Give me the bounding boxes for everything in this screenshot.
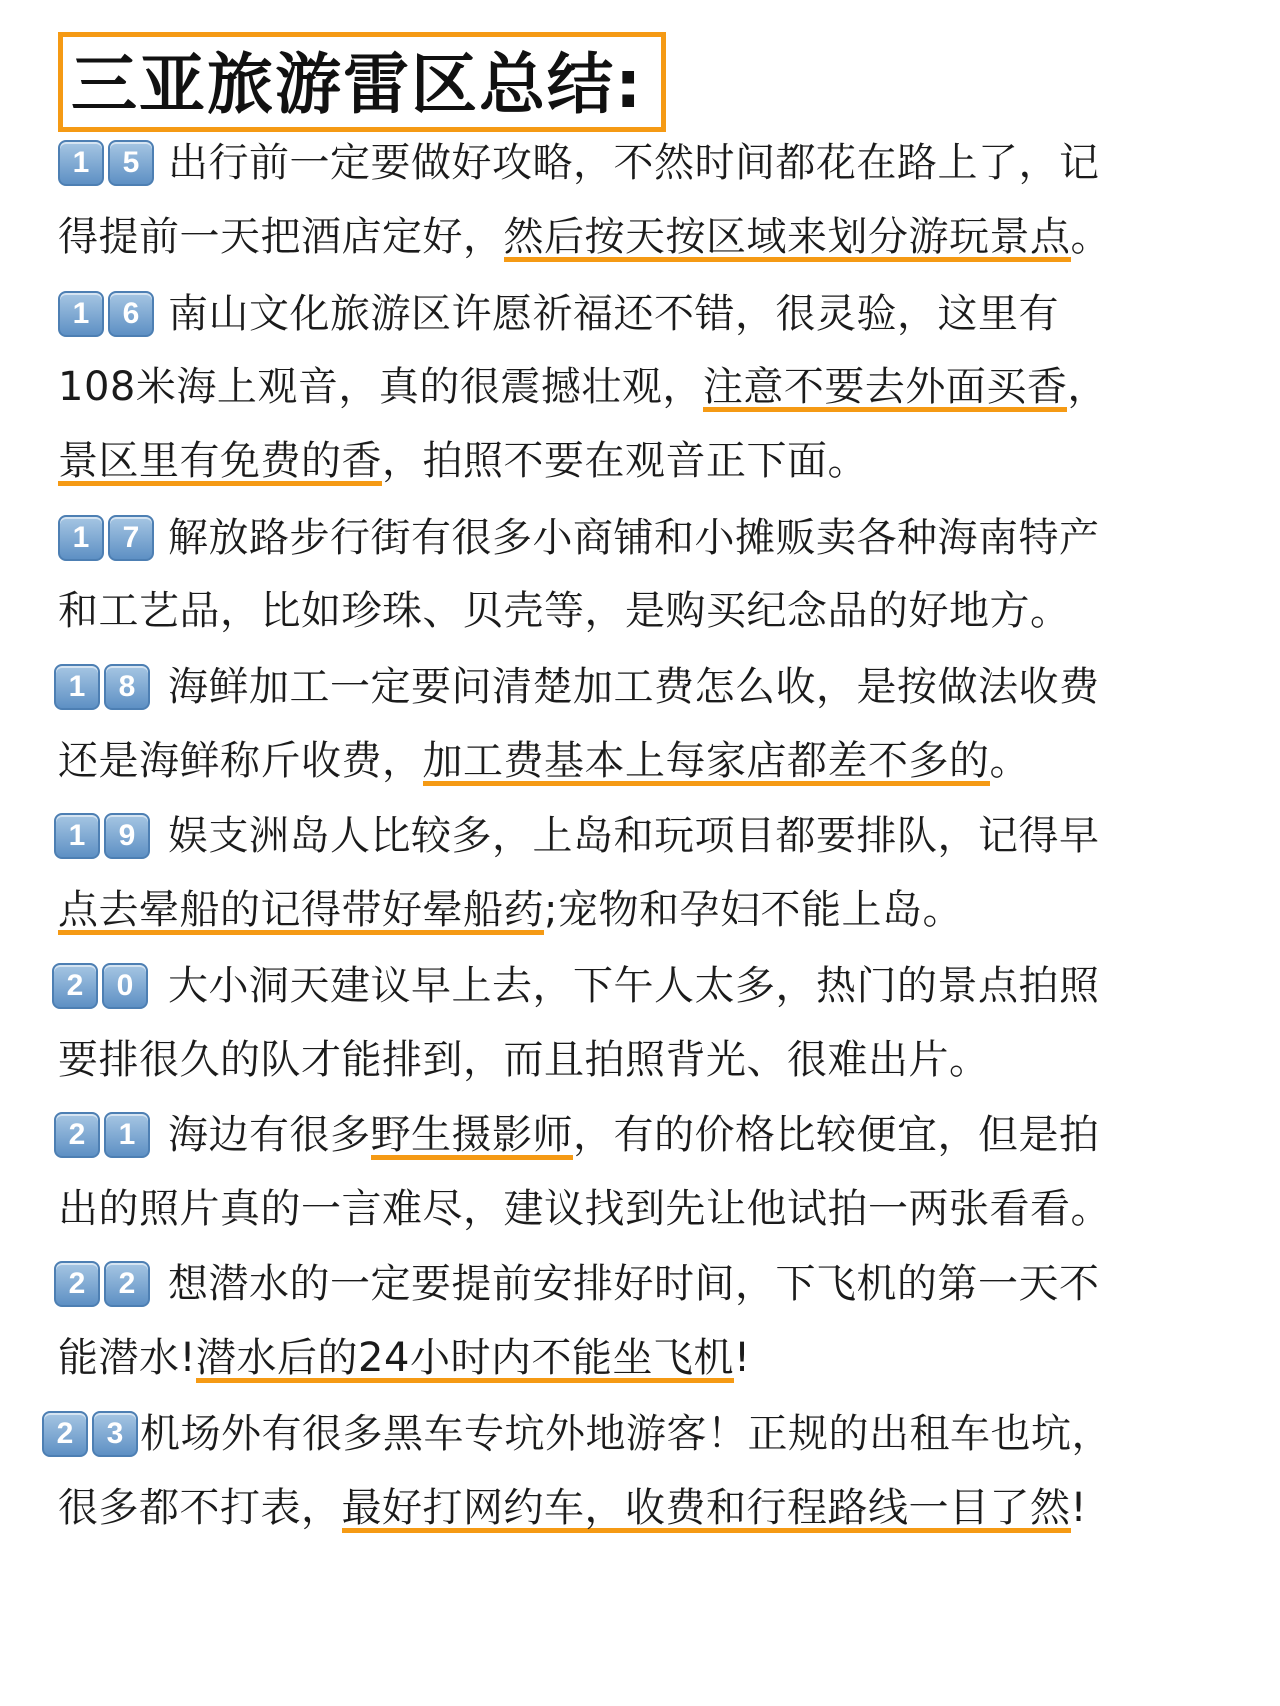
tip-text-line bbox=[168, 646, 1100, 728]
tip-text: 108米海上观音，真的很震撼壮观， bbox=[58, 364, 703, 410]
keycap-digit-icon: 1 bbox=[58, 515, 104, 561]
tip-text-line bbox=[58, 1019, 990, 1101]
keycap-digit-icon: 1 bbox=[54, 664, 100, 710]
number-badge bbox=[54, 1094, 150, 1176]
tip-text: ，拍照不要在观音正下面。 bbox=[382, 438, 868, 484]
number-badge bbox=[52, 945, 148, 1027]
underlined-highlight-text: 然后按天按区域来划分游玩景点 bbox=[503, 214, 1071, 260]
tip-text: 解放路步行街有很多小商铺和小摊贩卖各种海南特产 bbox=[168, 515, 1100, 561]
tip-text: 要排很久的队才能排到，而且拍照背光、很难出片。 bbox=[58, 1037, 990, 1083]
keycap-digit-icon: 7 bbox=[108, 515, 154, 561]
keycap-digit-icon: 2 bbox=[54, 1112, 100, 1158]
keycap-digit-icon: 2 bbox=[104, 1261, 150, 1307]
underlined-highlight-text: 野生摄影师 bbox=[370, 1112, 573, 1158]
tip-text: ;宠物和孕妇不能上岛。 bbox=[544, 887, 963, 933]
tip-text: ，有的价格比较便宜，但是拍 bbox=[573, 1112, 1100, 1158]
keycap-digit-icon: 2 bbox=[52, 963, 98, 1009]
keycap-digit-icon: 2 bbox=[42, 1411, 88, 1457]
keycap-digit-icon: 3 bbox=[92, 1411, 138, 1457]
tip-text: 还是海鲜称斤收费， bbox=[58, 738, 423, 784]
tip-text-line bbox=[58, 196, 1111, 278]
tip-text: 娱支洲岛人比较多，上岛和玩项目都要排队，记得早 bbox=[168, 813, 1100, 859]
number-badge bbox=[54, 1243, 150, 1325]
tip-text: 大小洞天建议早上去，下午人太多，热门的景点拍照 bbox=[168, 963, 1100, 1009]
tip-text-line bbox=[168, 795, 1100, 877]
keycap-digit-icon: 9 bbox=[104, 813, 150, 859]
page-title: 三亚旅游雷区总结: bbox=[71, 46, 644, 123]
number-badge bbox=[58, 497, 154, 579]
underlined-highlight-text: 潜水后的24小时内不能坐飞机 bbox=[196, 1335, 734, 1381]
tip-text-line bbox=[58, 1317, 751, 1399]
tip-text: 和工艺品，比如珍珠、贝壳等，是购买纪念品的好地方。 bbox=[58, 588, 1071, 634]
underlined-highlight-text: 点去晕船的记得带好晕船药 bbox=[58, 887, 544, 933]
tip-text: ， bbox=[1067, 364, 1108, 410]
tip-text: ! bbox=[1070, 1485, 1088, 1531]
keycap-digit-icon: 0 bbox=[102, 963, 148, 1009]
keycap-digit-icon: 1 bbox=[58, 291, 104, 337]
tip-text-line bbox=[168, 1094, 1100, 1176]
tip-text: 出行前一定要做好攻略，不然时间都花在路上了，记 bbox=[168, 140, 1100, 186]
keycap-digit-icon: 1 bbox=[104, 1112, 150, 1158]
tip-text-line bbox=[58, 1168, 1111, 1250]
underlined-highlight-text: 注意不要去外面买香 bbox=[702, 364, 1068, 410]
tip-text-line bbox=[58, 346, 1108, 428]
tip-text-line bbox=[58, 570, 1071, 652]
tip-text: ! bbox=[733, 1335, 751, 1381]
tip-text: 机场外有很多黑车专坑外地游客！正规的出租车也坑， bbox=[140, 1411, 1112, 1457]
underlined-highlight-text: 景区里有免费的香 bbox=[58, 438, 382, 484]
tip-text-line bbox=[168, 273, 1059, 355]
tip-text: 出的照片真的一言难尽，建议找到先让他试拍一两张看看。 bbox=[58, 1186, 1111, 1232]
tip-text-line bbox=[58, 1467, 1087, 1549]
number-badge bbox=[42, 1393, 138, 1475]
number-badge bbox=[58, 273, 154, 355]
keycap-digit-icon: 5 bbox=[108, 140, 154, 186]
keycap-digit-icon: 6 bbox=[108, 291, 154, 337]
tip-text-line bbox=[58, 869, 963, 951]
number-badge bbox=[54, 646, 150, 728]
tip-text: 想潜水的一定要提前安排好时间，下飞机的第一天不 bbox=[168, 1261, 1100, 1307]
number-badge bbox=[54, 795, 150, 877]
tip-text: 南山文化旅游区许愿祈福还不错，很灵验，这里有 bbox=[168, 291, 1059, 337]
keycap-digit-icon: 1 bbox=[58, 140, 104, 186]
underlined-highlight-text: 最好打网约车，收费和行程路线一目了然 bbox=[341, 1485, 1071, 1531]
tip-text: 能潜水! bbox=[58, 1335, 197, 1381]
tip-text: 很多都不打表， bbox=[58, 1485, 342, 1531]
title-box bbox=[58, 32, 666, 132]
tip-text: 。 bbox=[989, 738, 1030, 784]
keycap-digit-icon: 8 bbox=[104, 664, 150, 710]
tip-text-line bbox=[168, 945, 1100, 1027]
tip-text: 海边有很多 bbox=[168, 1112, 371, 1158]
tip-text-line bbox=[168, 122, 1100, 204]
keycap-digit-icon: 1 bbox=[54, 813, 100, 859]
tip-text-line bbox=[168, 497, 1100, 579]
number-badge bbox=[58, 122, 154, 204]
tip-text-line bbox=[140, 1393, 1112, 1475]
tip-text-line bbox=[58, 720, 1030, 802]
underlined-highlight-text: 加工费基本上每家店都差不多的 bbox=[422, 738, 990, 784]
tip-text: 得提前一天把酒店定好， bbox=[58, 214, 504, 260]
tip-text: 。 bbox=[1070, 214, 1111, 260]
tip-text-line bbox=[58, 420, 868, 502]
tip-text: 海鲜加工一定要问清楚加工费怎么收，是按做法收费 bbox=[168, 664, 1100, 710]
keycap-digit-icon: 2 bbox=[54, 1261, 100, 1307]
tip-text-line bbox=[168, 1243, 1100, 1325]
